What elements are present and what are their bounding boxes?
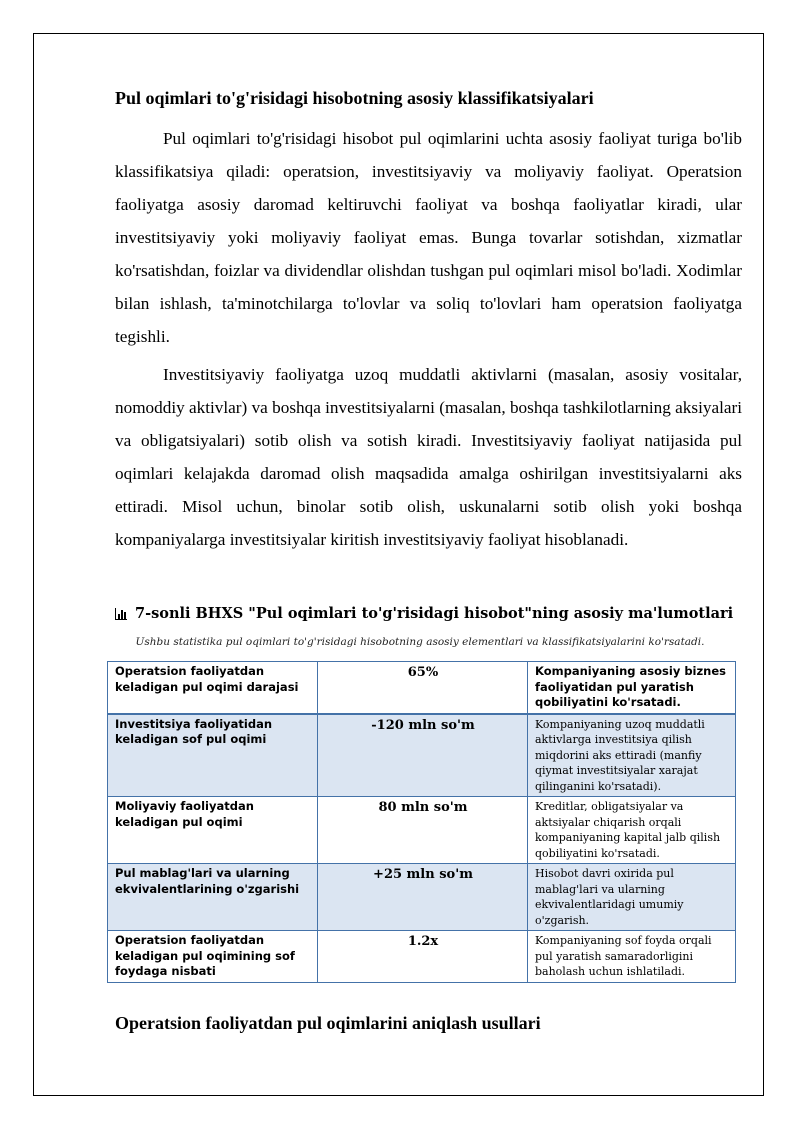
paragraph-operating: Pul oqimlari to'g'risidagi hisobot pul oqimlarini uchta asosiy faoliyat turiga bo'lib klassifikatsiya qiladi: operatsion, investitsiyaviy va moliyaviy faoliyat. Operatsion faoliyatga asosiy daromad keltiruvchi faoliyat va boshqa faoliyatlar kiradi, ular investitsiyaviy yoki moliyaviy faoliyat emas. Bunga tovarlar sotishdan, xizmatlar ko'rsatishdan, foizlar va dividendlar olishdan tushgan pul oqimlari misol bo'ladi. Xodimlar bilan ishlash, ta'minotchilarga to'lovlar va soliq to'lovlari ham operatsion faoliyatga tegishli.: [115, 129, 742, 346]
table-title: [115, 605, 755, 622]
table-row: [108, 797, 736, 864]
row-value: 80 mln so'm: [318, 797, 528, 864]
row-description: Kompaniyaning uzoq muddatli aktivlarga investitsiya qilish miqdorini aks ettiradi (manfiy qiymat investitsiyalar xarajat qilinganini ko'rsatadi).: [528, 714, 736, 797]
row-value: 65%: [318, 662, 528, 714]
row-value: 1.2x: [318, 931, 528, 983]
row-label: Operatsion faoliyatdan keladigan pul oqimining sof foydaga nisbati: [108, 931, 318, 983]
bar-chart-icon: [115, 608, 127, 620]
table-caption: Ushbu statistika pul oqimlari to'g'risidagi hisobotning asosiy elementlari va klassifikatsiyalarini ko'rsatadi.: [135, 636, 705, 648]
statistics-table: [107, 661, 736, 983]
row-label: Pul mablag'lari va ularning ekvivalentlarining o'zgarishi: [108, 864, 318, 931]
row-label: Investitsiya faoliyatidan keladigan sof pul oqimi: [108, 714, 318, 797]
table-row: [108, 662, 736, 714]
section-heading-classifications: Pul oqimlari to'g'risidagi hisobotning asosiy klassifikatsiyalari: [115, 88, 594, 108]
section-heading-operating-methods: Operatsion faoliyatdan pul oqimlarini aniqlash usullari: [115, 1013, 541, 1033]
row-value: +25 mln so'm: [318, 864, 528, 931]
row-description: Hisobot davri oxirida pul mablag'lari va ularning ekvivalentlaridagi umumiy o'zgarish.: [528, 864, 736, 931]
row-description: Kompaniyaning sof foyda orqali pul yaratish samaradorligini baholash uchun ishlatiladi.: [528, 931, 736, 983]
row-description: Kompaniyaning asosiy biznes faoliyatidan pul yaratish qobiliyatini ko'rsatadi.: [528, 662, 736, 714]
table-row: [108, 714, 736, 797]
table-row: [108, 931, 736, 983]
row-value: -120 mln so'm: [318, 714, 528, 797]
table-row: [108, 864, 736, 931]
row-label: Operatsion faoliyatdan keladigan pul oqimi darajasi: [108, 662, 318, 714]
row-label: Moliyaviy faoliyatdan keladigan pul oqimi: [108, 797, 318, 864]
row-description: Kreditlar, obligatsiyalar va aktsiyalar chiqarish orqali kompaniyaning kapital jalb qilish qobiliyatini ko'rsatadi.: [528, 797, 736, 864]
paragraph-investing: Investitsiyaviy faoliyatga uzoq muddatli aktivlarni (masalan, asosiy vositalar, nomoddiy aktivlar) va boshqa investitsiyalarni (masalan, boshqa tashkilotlarning aksiyalari va obligatsiyalari) sotib olish va sotish kiradi. Investitsiyaviy faoliyat natijasida pul oqimlari kelajakda daromad olish maqsadida amalga oshirilgan investitsiyalarni aks ettiradi. Misol uchun, binolar sotib olish, uskunalarni sotib olish yoki boshqa kompaniyalarga investitsiyalar kiritish investitsiyaviy faoliyat hisoblanadi.: [115, 365, 742, 549]
table-title-text: 7-sonli BHXS "Pul oqimlari to'g'risidagi hisobot"ning asosiy ma'lumotlari: [135, 605, 734, 622]
